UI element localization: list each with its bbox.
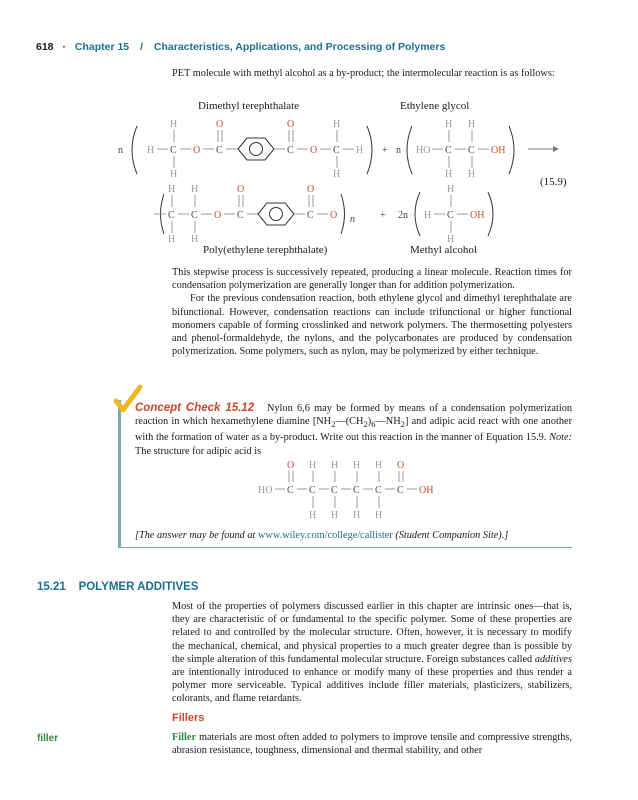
coef-n-2: n (396, 145, 401, 156)
atom-h: H (309, 460, 317, 471)
concept-check-rule (118, 400, 121, 548)
concept-check-text-b: —(CH (335, 416, 364, 428)
atom-o: O (193, 145, 201, 156)
running-header (36, 41, 445, 53)
note-label: Note: (549, 432, 572, 444)
atom-h: H (333, 169, 341, 180)
atom-o: O (310, 145, 318, 156)
section-text-b: are intentionally introduced to enhance or modify many of these properties and thus render a polymer more serviceable. Typical additives include filler materials, plasticizers, stabilizers, colorants, and flame retardants. (172, 667, 572, 705)
answer-text-a: [The answer may be found at (135, 530, 258, 541)
atom-c: C (237, 210, 244, 221)
plus-2: + (380, 210, 386, 221)
intro-text: PET molecule with methyl alcohol as a by-product; the intermolecular reaction is as follows: (172, 68, 555, 79)
atom-h: H (445, 119, 453, 130)
group-oh: OH (419, 485, 434, 496)
atom-h: H (468, 169, 476, 180)
atom-h: H (191, 234, 199, 245)
group-ho: HO (416, 145, 431, 156)
group-oh: OH (491, 145, 506, 156)
paren-close-2 (509, 126, 514, 174)
atom-h: H (375, 510, 383, 521)
page-number: 618 (36, 41, 54, 53)
concept-check-title: Concept Check 15.12 (135, 402, 255, 414)
paren-open-2 (407, 126, 412, 174)
atom-h: H (375, 460, 383, 471)
atom-c: C (307, 210, 314, 221)
atom-h: H (309, 510, 317, 521)
atom-c: C (216, 145, 223, 156)
section-text-a: Most of the properties of polymers discussed earlier in this chapter are intrinsic ones—that is, they are characteristic of or fundamental to the specific polymer. Some of these properties are related to and controlled by the molecular structure. Often, however, it is necessary to modify the mechanical, chemical, and physical properties to a much greater degree than is possible by the simple alteration of this fundamental molecular structure. Foreign substances called (172, 601, 572, 665)
atom-o: O (214, 210, 222, 221)
paren-close-3 (341, 194, 345, 234)
paragraph-2: For the previous condensation reaction, both ethylene glycol and dimethyl terephthalate are bifunctional. However, condensation reactions can include trifunctional or higher functional monomers capable of forming crosslinked and network polymers. The thermosetting polyesters and phenol-formaldehyde, the nylons, and the polycarbonates are produced by condensation polymerization. Some polymers, such as nylon, may be polymerized by either technique. (172, 293, 572, 358)
atom-c: C (468, 145, 475, 156)
atom-c: C (191, 210, 198, 221)
sub: 2 (331, 419, 336, 430)
plus-1: + (382, 145, 388, 156)
atom-h: H (424, 210, 432, 221)
sub: 2 (363, 419, 368, 430)
atom-c: C (375, 485, 382, 496)
sub: 2 (400, 419, 405, 430)
label-ethylene-glycol: Ethylene glycol (400, 100, 470, 112)
concept-check-text-a: Nylon 6,6 may be formed by means of a condensation polymerization reaction in which hexamethylene diamine [NH (135, 403, 573, 428)
benzene-circle (270, 208, 283, 221)
section-title: POLYMER ADDITIVES (78, 581, 199, 593)
atom-c: C (333, 145, 340, 156)
atom-h: H (447, 184, 455, 195)
atom-h: H (353, 510, 361, 521)
atom-c: C (168, 210, 175, 221)
chapter-title: Characteristics, Applications, and Processing of Polymers (153, 41, 446, 53)
atom-h: H (333, 119, 341, 130)
atom-h: H (331, 510, 339, 521)
atom-c: C (397, 485, 404, 496)
atom-o: O (216, 119, 224, 130)
subscript-n: n (350, 214, 355, 225)
section-paragraph (172, 600, 572, 706)
section-number: 15.21 (37, 581, 66, 593)
atom-c: C (353, 485, 360, 496)
paren-close-1 (367, 126, 372, 174)
atom-o: O (307, 184, 315, 195)
chapter-label: Chapter 15 (74, 41, 130, 53)
atom-h: H (168, 234, 176, 245)
concept-check-bottom-rule (118, 547, 572, 548)
atom-c: C (170, 145, 177, 156)
atom-c: C (287, 485, 294, 496)
body-paragraphs (172, 266, 572, 358)
atom-o: O (287, 119, 295, 130)
atom-o: O (330, 210, 338, 221)
label-methyl-alcohol: Methyl alcohol (410, 244, 477, 256)
atom-c: C (331, 485, 338, 496)
atom-h: H (331, 460, 339, 471)
atom-h: H (445, 169, 453, 180)
fillers-paragraph (172, 731, 572, 757)
answer-line (135, 529, 572, 542)
equation-number: (15.9) (540, 176, 567, 188)
adipic-acid-structure (255, 456, 485, 522)
section-text-italic: additives (534, 653, 572, 665)
concept-check (135, 402, 572, 458)
header-separator: · (62, 41, 66, 53)
benzene-circle (250, 143, 263, 156)
sub: 6 (371, 419, 376, 430)
concept-check-text-e: ] and adipic acid react with one another with the formation of water as a by-product. Write out this reaction in the manner of Equation 15.9. (135, 416, 572, 444)
concept-check-text-d: —NH (375, 416, 401, 428)
header-slash: / (140, 41, 143, 53)
atom-h: H (147, 145, 155, 156)
margin-term-filler: filler (37, 733, 59, 744)
benzene-ring (258, 203, 294, 225)
atom-h: H (170, 169, 178, 180)
atom-o: O (237, 184, 245, 195)
term-filler: Filler (172, 732, 197, 743)
benzene-ring (238, 138, 274, 160)
atom-h: H (353, 460, 361, 471)
concept-check-text-c: ) (367, 416, 372, 428)
intro-paragraph (172, 67, 572, 80)
group-oh: OH (470, 210, 485, 221)
paragraph-1: This stepwise process is successively repeated, producing a linear molecule. Reaction times for condensation polymerization are generally longer than for addition polymerization. (172, 267, 572, 292)
answer-link[interactable]: www.wiley.com/college/callister (258, 530, 393, 541)
atom-c: C (287, 145, 294, 156)
answer-text-b: (Student Companion Site).] (392, 530, 509, 541)
section-heading (37, 581, 198, 593)
atom-o: O (287, 460, 295, 471)
equation-15-9 (110, 98, 580, 258)
paren-open-4 (415, 192, 420, 236)
atom-h: H (170, 119, 178, 130)
label-pet: Poly(ethylene terephthalate) (203, 244, 328, 256)
coef-n-1: n (118, 145, 123, 156)
atom-c: C (445, 145, 452, 156)
atom-h: H (191, 184, 199, 195)
atom-h: H (468, 119, 476, 130)
note-text: The structure for adipic acid is (135, 445, 262, 457)
atom-c: C (447, 210, 454, 221)
paren-close-4 (488, 192, 493, 236)
fillers-heading: Fillers (172, 712, 205, 724)
atom-c: C (309, 485, 316, 496)
atom-h: H (447, 234, 455, 245)
atom-h: H (356, 145, 364, 156)
label-dimethyl-terephthalate: Dimethyl terephthalate (198, 100, 300, 112)
fillers-text: materials are most often added to polymers to improve tensile and compressive strengths, abrasion resistance, toughness, dimensional and thermal stability, and other (172, 732, 572, 757)
reaction-arrowhead (553, 146, 559, 152)
paren-open-1 (132, 126, 137, 174)
coef-2n: 2n (398, 210, 408, 221)
atom-h: H (168, 184, 176, 195)
group-ho: HO (258, 485, 273, 496)
atom-o: O (397, 460, 405, 471)
